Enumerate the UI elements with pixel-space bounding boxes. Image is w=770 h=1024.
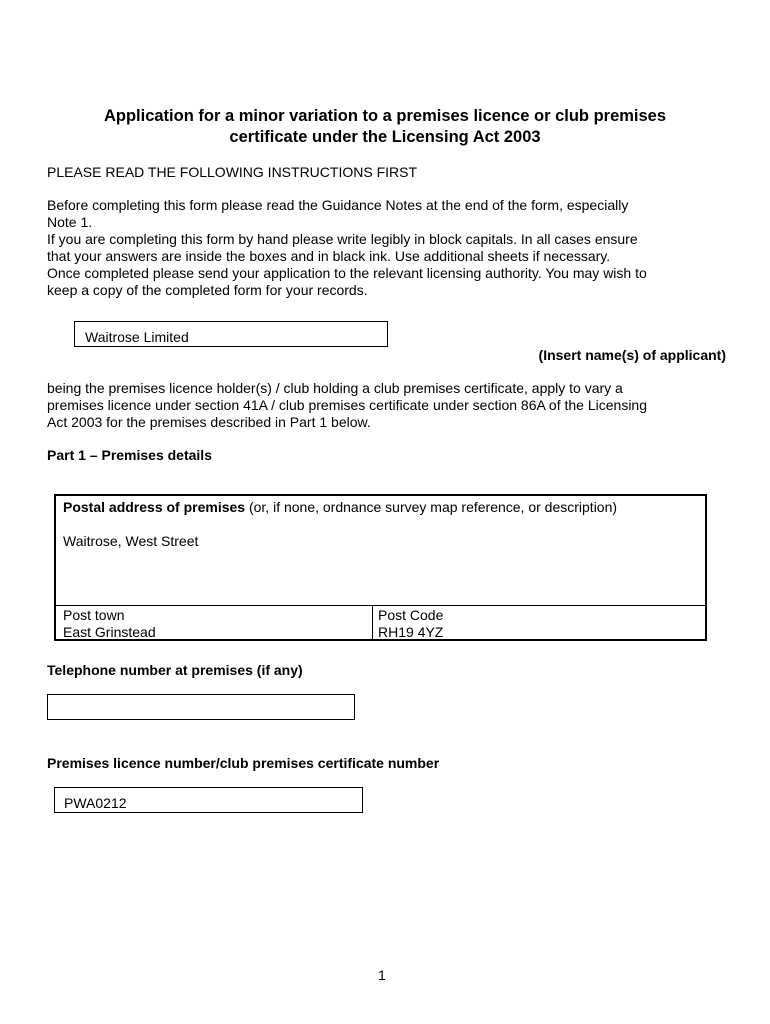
form-title-line-2: certificate under the Licensing Act 2003	[229, 128, 541, 146]
page-number: 1	[378, 967, 386, 983]
table-column-divider	[372, 605, 373, 639]
table-row-divider	[56, 605, 705, 606]
postal-address-value[interactable]: Waitrose, West Street	[63, 533, 199, 549]
statement-line: Act 2003 for the premises described in Part 1 below.	[47, 414, 371, 430]
instruction-line: Note 1.	[47, 214, 93, 230]
part1-heading: Part 1 – Premises details	[47, 447, 212, 463]
post-code-cell[interactable]	[378, 607, 443, 641]
instruction-line: keep a copy of the completed form for your records.	[47, 282, 368, 298]
post-town-cell[interactable]	[63, 607, 156, 641]
post-code-value: RH19 4YZ	[378, 624, 444, 640]
licence-number-field[interactable]	[54, 787, 363, 813]
postal-address-label: Postal address of premises (or, if none, ordnance survey map reference, or description)	[63, 499, 618, 515]
applicant-statement	[47, 380, 737, 431]
instruction-line: Before completing this form please read the Guidance Notes at the end of the form, especially	[47, 197, 629, 213]
instruction-line: Once completed please send your application to the relevant licensing authority. You may wish to	[47, 265, 647, 281]
applicant-name-field[interactable]	[74, 321, 388, 347]
form-title-line-1: Application for a minor variation to a premises licence or club premises	[103, 107, 667, 125]
premises-details-table	[54, 494, 707, 641]
post-code-label: Post Code	[378, 607, 444, 623]
instructions-block	[47, 197, 737, 299]
telephone-heading: Telephone number at premises (if any)	[47, 662, 303, 678]
post-town-label: Post town	[63, 607, 125, 623]
applicant-name-value: Waitrose Limited	[85, 329, 189, 345]
instruction-line: that your answers are inside the boxes and in black ink. Use additional sheets if necessary.	[47, 248, 611, 264]
post-town-value: East Grinstead	[63, 624, 156, 640]
form-title	[60, 106, 710, 148]
licence-number-value: PWA0212	[64, 795, 127, 811]
instruction-line: If you are completing this form by hand please write legibly in block capitals. In all cases ensure	[47, 231, 638, 247]
telephone-field[interactable]	[47, 694, 355, 720]
statement-line: being the premises licence holder(s) / club holding a club premises certificate, apply to vary a	[47, 380, 623, 396]
applicant-caption: (Insert name(s) of applicant)	[538, 347, 726, 363]
instructions-heading: PLEASE READ THE FOLLOWING INSTRUCTIONS FIRST	[47, 164, 418, 180]
licence-number-heading: Premises licence number/club premises certificate number	[47, 755, 440, 771]
statement-line: premises licence under section 41A / club premises certificate under section 86A of the Licensing	[47, 397, 647, 413]
